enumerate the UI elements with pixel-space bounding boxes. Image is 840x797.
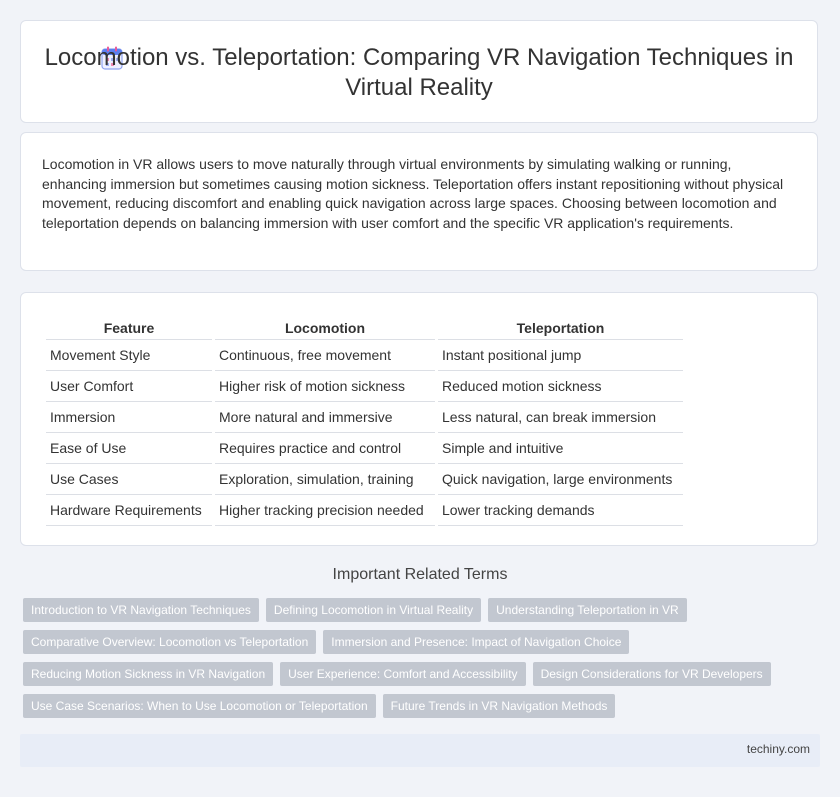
column-header: Teleportation xyxy=(438,315,683,340)
table-row xyxy=(46,371,683,402)
table-row xyxy=(46,402,683,433)
table-cell: User Comfort xyxy=(46,371,212,402)
intro-paragraph: Locomotion in VR allows users to move naturally through virtual environments by simulating walking or running, enhancing immersion but sometimes causing motion sickness. Teleportation offers instant repositioning without physical movement, reducing discomfort and enabling quick navigation across large spaces. Choosing between locomotion and teleportation depends on balancing immersion with user comfort and the specific VR application's requirements. xyxy=(42,156,784,231)
table-cell: Less natural, can break immersion xyxy=(438,402,683,433)
table-cell: Simple and intuitive xyxy=(438,433,683,464)
header-card xyxy=(20,20,818,123)
table-cell: More natural and immersive xyxy=(215,402,435,433)
tag-row xyxy=(23,598,813,622)
table-cell: Movement Style xyxy=(46,340,212,371)
comparison-table xyxy=(43,315,686,526)
table-cell: Hardware Requirements xyxy=(46,495,212,526)
related-terms-title: Important Related Terms xyxy=(332,566,508,583)
table-cell: Exploration, simulation, training xyxy=(215,464,435,495)
tag-row xyxy=(23,694,813,718)
related-term-tag[interactable]: Reducing Motion Sickness in VR Navigation xyxy=(23,662,273,686)
table-cell: Higher tracking precision needed xyxy=(215,495,435,526)
table-cell: Instant positional jump xyxy=(438,340,683,371)
table-cell: Use Cases xyxy=(46,464,212,495)
table-cell: Continuous, free movement xyxy=(215,340,435,371)
related-term-tag[interactable]: Design Considerations for VR Developers xyxy=(533,662,771,686)
related-term-tag[interactable]: User Experience: Comfort and Accessibility xyxy=(280,662,525,686)
related-term-tag[interactable]: Immersion and Presence: Impact of Navigation Choice xyxy=(323,630,629,654)
column-header: Feature xyxy=(46,315,212,340)
footer xyxy=(20,734,820,767)
related-terms-list xyxy=(23,598,813,726)
tag-row xyxy=(23,662,813,686)
related-term-tag[interactable]: Use Case Scenarios: When to Use Locomotion or Teleportation xyxy=(23,694,376,718)
column-header: Locomotion xyxy=(215,315,435,340)
comparison-card xyxy=(20,292,818,546)
table-cell: Higher risk of motion sickness xyxy=(215,371,435,402)
table-header-row xyxy=(46,315,683,340)
footer-site-link[interactable]: techiny.com xyxy=(746,742,810,756)
table-cell: Reduced motion sickness xyxy=(438,371,683,402)
related-term-tag[interactable]: Future Trends in VR Navigation Methods xyxy=(383,694,616,718)
related-term-tag[interactable]: Defining Locomotion in Virtual Reality xyxy=(266,598,481,622)
table-cell: Ease of Use xyxy=(46,433,212,464)
related-term-tag[interactable]: Comparative Overview: Locomotion vs Teleportation xyxy=(23,630,316,654)
related-term-tag[interactable]: Introduction to VR Navigation Techniques xyxy=(23,598,259,622)
page-title: Locomotion vs. Teleportation: Comparing VR Navigation Techniques in Virtual Reality xyxy=(44,44,794,101)
table-cell: Lower tracking demands xyxy=(438,495,683,526)
table-row xyxy=(46,464,683,495)
table-cell: Immersion xyxy=(46,402,212,433)
table-row xyxy=(46,433,683,464)
table-row xyxy=(46,495,683,526)
table-cell: Quick navigation, large environments xyxy=(438,464,683,495)
table-row xyxy=(46,340,683,371)
intro-card xyxy=(20,132,818,271)
related-term-tag[interactable]: Understanding Teleportation in VR xyxy=(488,598,687,622)
table-cell: Requires practice and control xyxy=(215,433,435,464)
tag-row xyxy=(23,630,813,654)
